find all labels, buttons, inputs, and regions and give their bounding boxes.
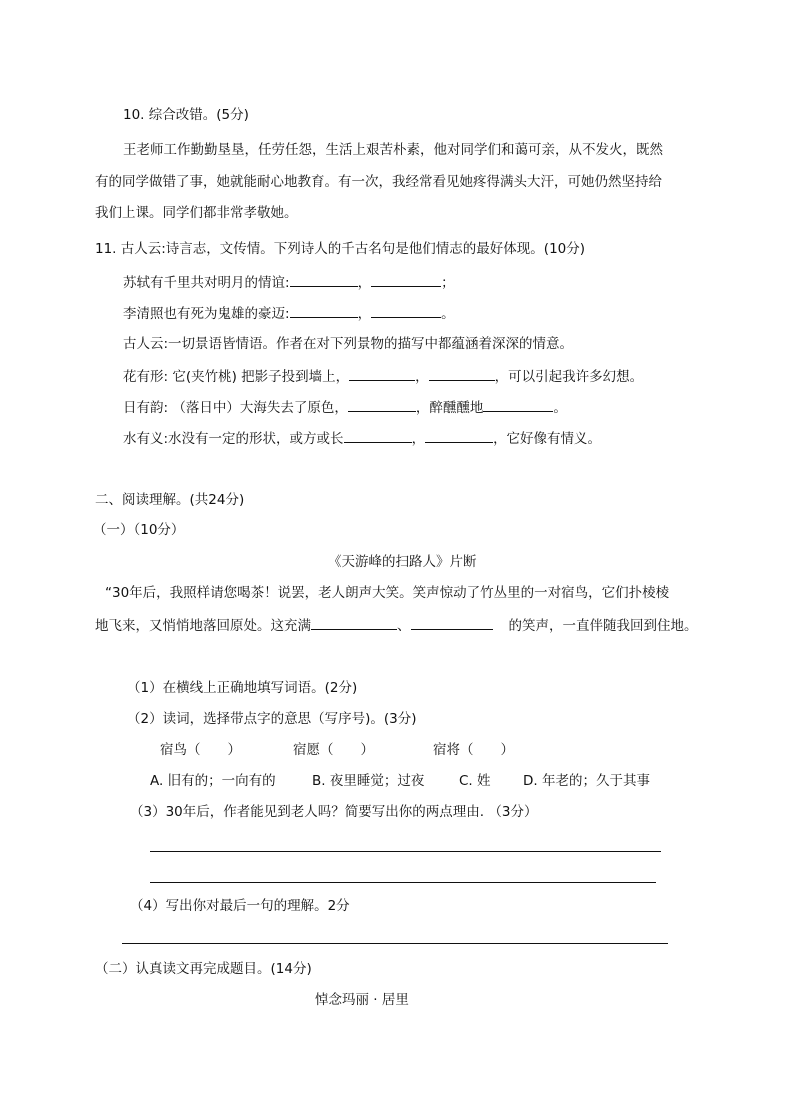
part1-title: （一）（10分）: [93, 522, 185, 538]
q11-line-5-end: 。: [553, 400, 567, 416]
q11-title: 11. 古人云:诗言志，文传情。下列诗人的千古名句是他们情志的最好体现。(10分): [95, 241, 586, 257]
q11-line-2-blank-2[interactable]: [371, 304, 441, 318]
q11-line-1-blank-1[interactable]: [290, 273, 358, 287]
q2-word-1: 宿鸟（ ）: [160, 742, 241, 758]
q2-option-d: D. 年老的；久于其事: [523, 773, 650, 789]
answer-line-q3-1[interactable]: [150, 851, 661, 852]
passage-line-2: [95, 616, 698, 635]
q11-line-6-blank-1[interactable]: [344, 429, 412, 443]
q11-line-2-blank-1[interactable]: [290, 304, 358, 318]
q11-line-2: [123, 304, 455, 323]
answer-line-q3-2[interactable]: [150, 882, 656, 883]
question-4: （4）写出你对最后一句的理解。2分: [130, 898, 350, 914]
q2-word-2: 宿愿（ ）: [293, 742, 374, 758]
q11-line-6-end: ，它好像有情义。: [493, 431, 602, 447]
q11-line-3: 古人云:一切景语皆情语。作者在对下列景物的描写中都蕴涵着深深的情意。: [123, 336, 574, 352]
q11-line-4-text: 花有形: 它(夹竹桃) 把影子投到墙上，: [123, 369, 350, 385]
answer-line-q4[interactable]: [122, 943, 668, 944]
section2-title: 二、阅读理解。(共24分): [95, 492, 245, 508]
q11-line-6: [123, 429, 601, 448]
passage-title: 《天游峰的扫路人》片断: [328, 554, 477, 570]
passage-blank-2[interactable]: [411, 616, 493, 630]
q10-para-line-3: 我们上课。同学们都非常孝敬她。: [95, 205, 298, 221]
q11-line-1: [123, 273, 455, 292]
q11-line-5-mid: ，醉醺醺地: [415, 400, 484, 416]
q11-line-6-sep: ，: [411, 431, 426, 447]
q11-line-5-blank-2[interactable]: [483, 398, 553, 412]
q11-line-1-end: ；: [441, 275, 455, 291]
q2-word-3: 宿将（ ）: [433, 742, 514, 758]
q2-option-b: B. 夜里睡觉；过夜: [312, 773, 425, 789]
passage-blank-1[interactable]: [311, 616, 397, 630]
q2-option-a: A. 旧有的；一向有的: [150, 773, 276, 789]
q11-line-4: [123, 367, 643, 386]
question-3: （3）30年后，作者能见到老人吗？简要写出你的两点理由. （3分）: [130, 804, 538, 820]
passage-line-2-end: 的笑声，一直伴随我回到住地。: [508, 618, 698, 634]
q11-line-4-sep: ，: [415, 369, 429, 385]
q10-title: 10. 综合改错。(5分): [123, 107, 249, 123]
q10-para-line-2: 有的同学做错了事，她就能耐心地教育。有一次，我经常看见她疼得满头大汗，可她仍然坚持给: [95, 174, 662, 190]
q2-option-c: C. 姓: [459, 773, 491, 789]
q11-line-6-text: 水有义:水没有一定的形状，或方或长: [123, 431, 344, 447]
q11-line-2-text: 李清照也有死为鬼雄的豪迈:: [123, 306, 290, 322]
q11-line-4-blank-2[interactable]: [429, 367, 495, 381]
question-2: （2）读词，选择带点字的意思（写序号)。(3分): [127, 711, 417, 727]
passage-line-2-sep: 、: [397, 618, 411, 634]
q11-line-6-blank-2[interactable]: [425, 429, 493, 443]
question-1: （1）在横线上正确地填写词语。(2分): [127, 680, 358, 696]
q11-line-4-blank-1[interactable]: [349, 367, 415, 381]
q11-line-5: [123, 398, 567, 417]
q11-line-1-blank-2[interactable]: [371, 273, 441, 287]
q11-line-1-sep: ，: [357, 275, 372, 291]
q11-line-5-blank-1[interactable]: [348, 398, 416, 412]
passage-line-1: “30年后，我照样请您喝茶！说罢，老人朗声大笑。笑声惊动了竹丛里的一对宿鸟，它们扑棱棱: [105, 585, 670, 601]
part2-passage-title: 悼念玛丽 · 居里: [315, 992, 409, 1008]
q10-para-line-1: 王老师工作勤勤垦垦，任劳任怨，生活上艰苦朴素，他对同学们和蔼可亲，从不发火，既然: [123, 142, 663, 158]
q11-line-1-text: 苏轼有千里共对明月的情谊:: [123, 275, 290, 291]
q11-line-4-end: ，可以引起我许多幻想。: [494, 369, 644, 385]
part2-title: （二）认真读文再完成题目。(14分): [95, 961, 312, 977]
q11-line-2-sep: ，: [357, 306, 372, 322]
passage-line-2-text: 地飞来，又悄悄地落回原处。这充满: [95, 618, 311, 634]
q11-line-5-text: 日有韵: （落日中）大海失去了原色，: [123, 400, 348, 416]
q11-line-2-end: 。: [441, 306, 455, 322]
